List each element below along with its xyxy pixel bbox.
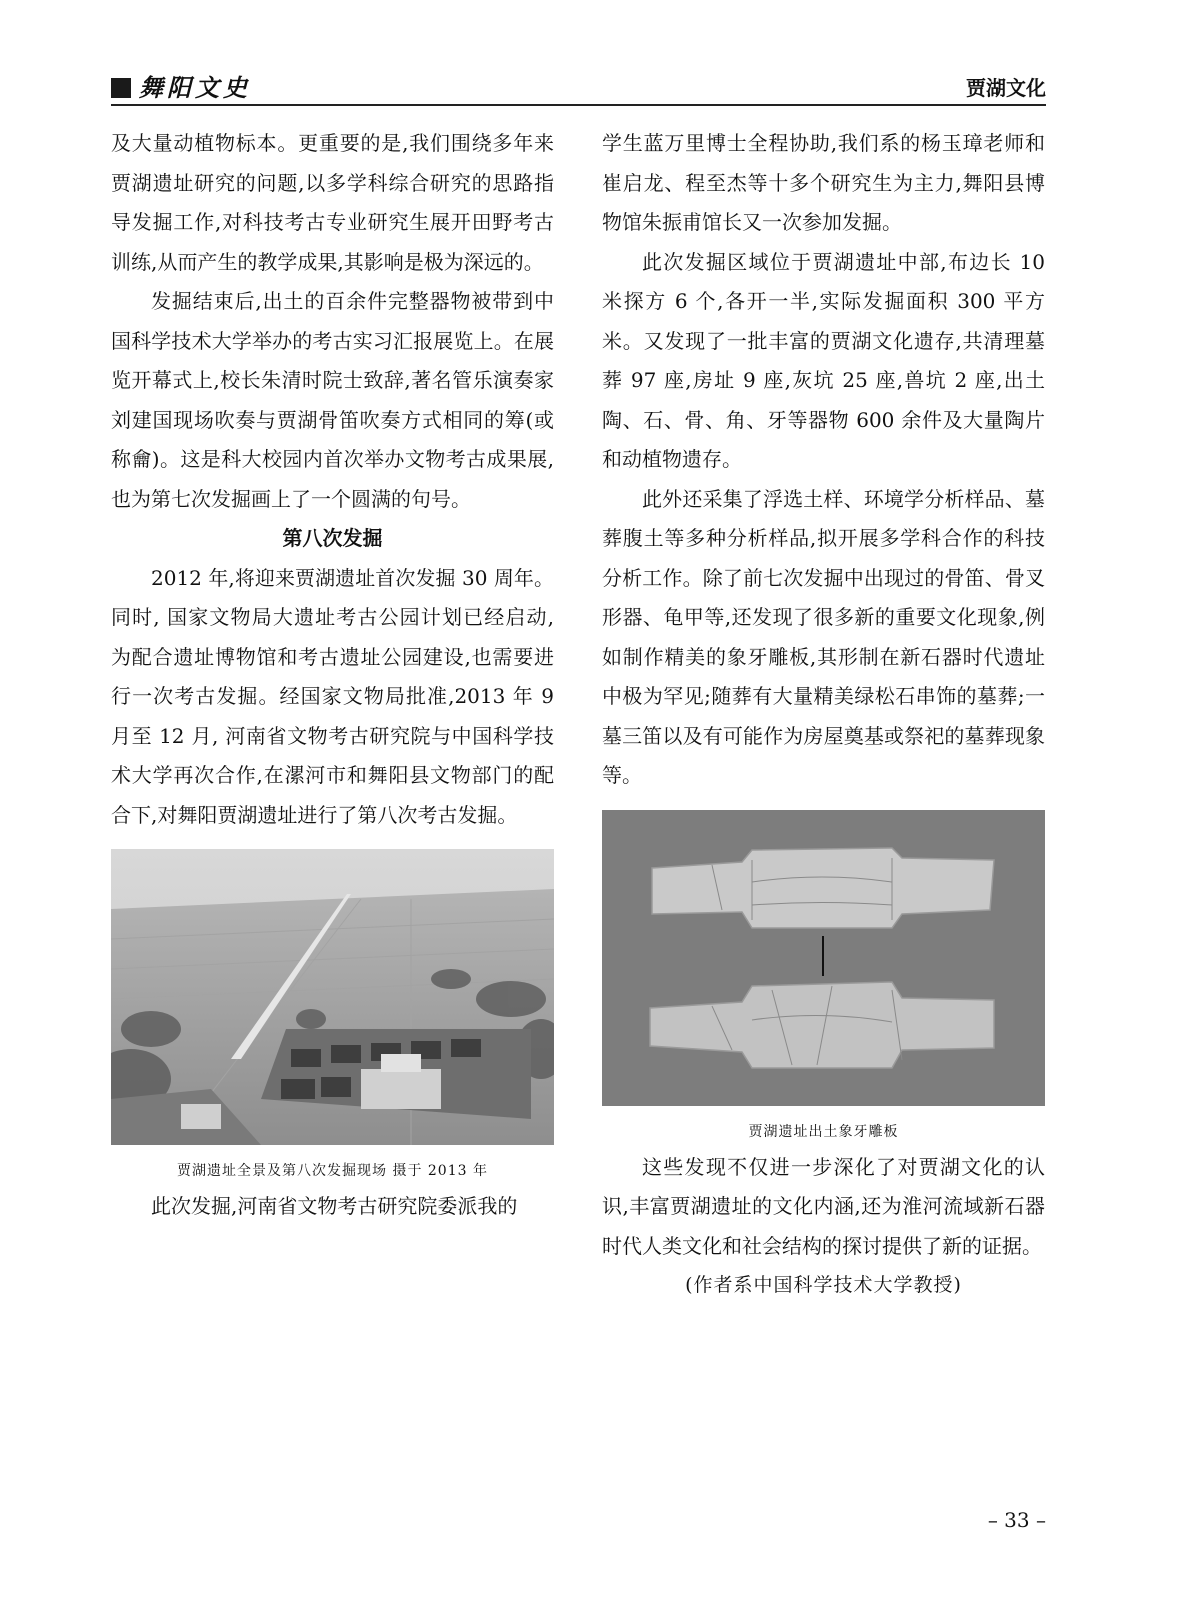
left-paragraph-2: 发掘结束后,出土的百余件完整器物被带到中国科学技术大学举办的考古实习汇报展览上。在展览开幕式上,校长朱清时院士致辞,著名管乐演奏家刘建国现场吹奏与贾湖骨笛吹奏方式相同的筹(或称龠)。这是科大校园内首次举办文物考古成果展,也为第七次发掘画上了一个圆满的句号。	[111, 289, 554, 511]
right-paragraph-3: 此外还采集了浮选土样、环境学分析样品、墓葬腹土等多种分析样品,拟开展多学科合作的科技分析工作。除了前七次发掘中出现过的骨笛、骨叉形器、龟甲等,还发现了很多新的重要文化现象,例如制作精美的象牙雕板,其形制在新石器时代遗址中极为罕见;随葬有大量精美绿松石串饰的墓葬;一墓三笛以及有可能作为房屋奠基或祭祀的墓葬现象等。	[602, 486, 1045, 787]
header-square-mark	[111, 78, 131, 98]
left-paragraph-3: 2012 年,将迎来贾湖遗址首次发掘 30 周年。同时, 国家文物局大遗址考古公园计划已经启动, 为配合遗址博物馆和考古遗址公园建设,也需要进行一次考古发掘。经国家文物局批准,2013 年 9 月至 12 月, 河南省文物考古研究院与中国科学技术大学再次合作,在漯河市和舞阳县文物部门的配合下,对舞阳贾湖遗址进行了第八次考古发掘。	[111, 565, 554, 827]
left-paragraph-1: 及大量动植物标本。更重要的是,我们围绕多年来贾湖遗址研究的问题,以多学科综合研究的思路指导发掘工作,对科技考古专业研究生展开田野考古训练,从而产生的教学成果,其影响是极为深远的。	[111, 131, 554, 274]
right-column	[602, 124, 1045, 1305]
ivory-carving-photo	[602, 810, 1045, 1106]
ivory-carving-image	[602, 810, 1045, 1106]
page-header	[111, 72, 1046, 106]
page-number: – 33 –	[987, 1508, 1046, 1532]
section-title: 贾湖文化	[966, 76, 1046, 100]
right-paragraph-1: 学生蓝万里博士全程协助,我们系的杨玉璋老师和崔启龙、程至杰等十多个研究生为主力,舞阳县博物馆朱振甫馆长又一次参加发掘。	[602, 131, 1045, 234]
section-heading: 第八次发掘	[282, 526, 383, 550]
author-note: (作者系中国科学技术大学教授)	[685, 1274, 962, 1296]
ivory-photo-caption: 贾湖遗址出土象牙雕板	[748, 1123, 899, 1140]
right-paragraph-4: 这些发现不仅进一步深化了对贾湖文化的认识,丰富贾湖遗址的文化内涵,还为淮河流域新石器时代人类文化和社会结构的探讨提供了新的证据。	[602, 1154, 1045, 1258]
right-paragraph-2: 此次发掘区域位于贾湖遗址中部,布边长 10 米探方 6 个,各开一半,实际发掘面积 300 平方米。又发现了一批丰富的贾湖文化遗存,共清理墓葬 97 座,房址 9 座,灰坑 25 座,兽坑 2 座,出土陶、石、骨、角、牙等器物 600 余件及大量陶片和动植物遗存。	[602, 249, 1045, 471]
publication-title: 舞阳文史	[139, 73, 251, 102]
site-panorama-image	[111, 849, 554, 1145]
header-rule	[111, 104, 1046, 106]
left-column	[111, 124, 554, 1227]
left-paragraph-4: 此次发掘,河南省文物考古研究院委派我的	[151, 1194, 518, 1218]
site-panorama-photo	[111, 849, 554, 1145]
site-photo-caption: 贾湖遗址全景及第八次发掘现场 摄于 2013 年	[177, 1163, 488, 1179]
